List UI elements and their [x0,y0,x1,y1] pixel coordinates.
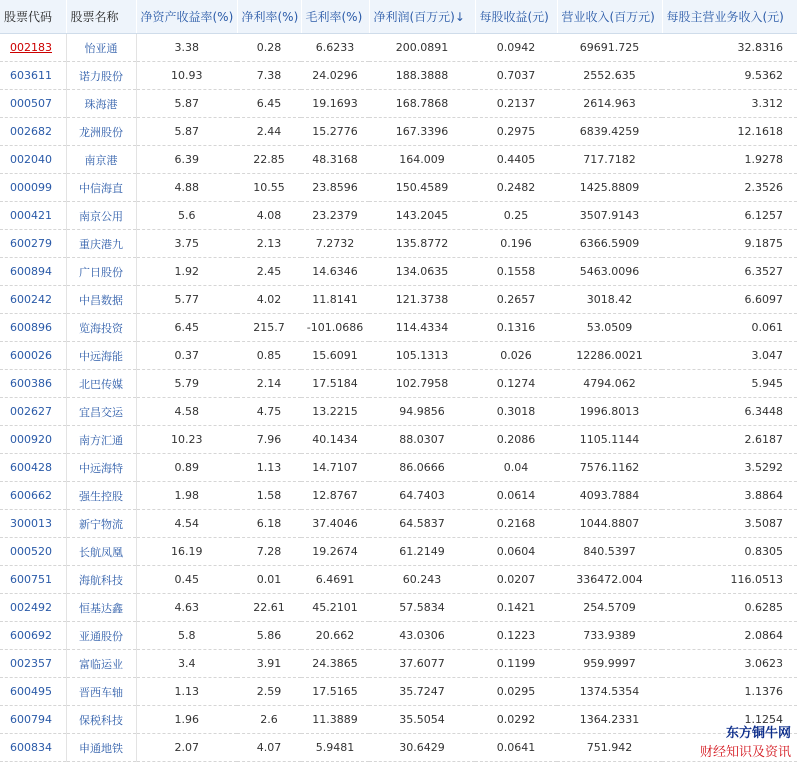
roe-cell: 1.92 [136,258,237,286]
roe-cell: 4.54 [136,510,237,538]
stock-name-link[interactable]: 怡亚通 [66,34,136,62]
table-row [0,734,797,762]
gross-margin-cell: 14.6346 [301,258,369,286]
stock-code-link[interactable]: 600242 [0,286,66,314]
eps-cell: 0.25 [475,202,557,230]
stock-code-link[interactable]: 600386 [0,370,66,398]
stock-name-link[interactable]: 长航凤凰 [66,538,136,566]
roe-cell: 6.45 [136,314,237,342]
gross-margin-cell: 19.1693 [301,90,369,118]
net-profit-cell: 30.6429 [369,734,475,762]
gross-margin-cell: 7.2732 [301,230,369,258]
stock-name-link[interactable]: 广日股份 [66,258,136,286]
net-profit-cell: 143.2045 [369,202,475,230]
eps-cell: 0.0207 [475,566,557,594]
gross-margin-cell: 17.5165 [301,678,369,706]
roe-cell: 5.87 [136,90,237,118]
revenue-cell: 751.942 [557,734,662,762]
revenue-cell: 2614.963 [557,90,662,118]
gross-margin-cell: 45.2101 [301,594,369,622]
revenue-cell: 1044.8807 [557,510,662,538]
table-header-row [0,0,797,34]
revenue-per-share-cell: 2.3526 [662,174,797,202]
gross-margin-cell: 19.2674 [301,538,369,566]
revenue-cell: 254.5709 [557,594,662,622]
eps-cell: 0.2975 [475,118,557,146]
stock-code-link[interactable]: 600662 [0,482,66,510]
watermark-line1: 东方铜牛网 [725,726,791,741]
revenue-cell: 840.5397 [557,538,662,566]
net-profit-cell: 94.9856 [369,398,475,426]
revenue-per-share-cell: 116.0513 [662,566,797,594]
revenue-per-share-cell: 6.1257 [662,202,797,230]
eps-cell: 0.2168 [475,510,557,538]
net-profit-cell: 121.3738 [369,286,475,314]
revenue-cell: 69691.725 [557,34,662,62]
table-row [0,342,797,370]
net-margin-cell: 22.85 [237,146,301,174]
stock-name-link[interactable]: 中信海直 [66,174,136,202]
roe-cell: 5.87 [136,118,237,146]
net-margin-cell: 4.08 [237,202,301,230]
net-margin-cell: 4.75 [237,398,301,426]
table-row [0,146,797,174]
roe-cell: 6.39 [136,146,237,174]
table-row [0,90,797,118]
revenue-per-share-cell: 3.8864 [662,482,797,510]
eps-cell: 0.0295 [475,678,557,706]
stock-name-link[interactable]: 新宁物流 [66,510,136,538]
table-row [0,230,797,258]
gross-margin-cell: 37.4046 [301,510,369,538]
roe-cell: 0.89 [136,454,237,482]
col-header-name[interactable]: 股票名称 [66,0,136,34]
eps-cell: 0.1274 [475,370,557,398]
revenue-per-share-cell: 0.061 [662,314,797,342]
eps-cell: 0.0292 [475,706,557,734]
stock-name-link[interactable]: 保税科技 [66,706,136,734]
revenue-per-share-cell: 0.6285 [662,594,797,622]
net-profit-cell: 102.7958 [369,370,475,398]
net-profit-cell: 43.0306 [369,622,475,650]
stock-code-link[interactable]: 600834 [0,734,66,762]
revenue-cell: 1996.8013 [557,398,662,426]
stock-name-link[interactable]: 海航科技 [66,566,136,594]
col-header-code[interactable]: 股票代码 [0,0,66,34]
table-row [0,510,797,538]
roe-cell: 1.13 [136,678,237,706]
eps-cell: 0.0604 [475,538,557,566]
table-row [0,706,797,734]
net-margin-cell: 10.55 [237,174,301,202]
net-profit-cell: 105.1313 [369,342,475,370]
stock-code-link[interactable]: 002682 [0,118,66,146]
revenue-per-share-cell: 3.0623 [662,650,797,678]
revenue-per-share-cell: 1.9278 [662,146,797,174]
stock-code-link[interactable]: 600495 [0,678,66,706]
revenue-per-share-cell: 1.1376 [662,678,797,706]
stock-code-link[interactable]: 002357 [0,650,66,678]
stock-code-link[interactable]: 000507 [0,90,66,118]
table-row [0,622,797,650]
gross-margin-cell: -101.0686 [301,314,369,342]
stock-name-link[interactable]: 龙洲股份 [66,118,136,146]
roe-cell: 1.98 [136,482,237,510]
roe-cell: 2.07 [136,734,237,762]
roe-cell: 5.6 [136,202,237,230]
revenue-cell: 1105.1144 [557,426,662,454]
gross-margin-cell: 23.2379 [301,202,369,230]
stock-name-link[interactable]: 南京港 [66,146,136,174]
revenue-per-share-cell: 5.945 [662,370,797,398]
net-margin-cell: 2.45 [237,258,301,286]
net-margin-cell: 6.18 [237,510,301,538]
stock-name-link[interactable]: 中昌数据 [66,286,136,314]
col-header-net-margin[interactable]: 净利率(%) [237,0,301,34]
stock-code-link[interactable]: 000520 [0,538,66,566]
gross-margin-cell: 11.3889 [301,706,369,734]
table-row [0,202,797,230]
stock-name-link[interactable]: 南京公用 [66,202,136,230]
watermark [700,722,791,760]
net-profit-cell: 57.5834 [369,594,475,622]
net-profit-cell: 200.0891 [369,34,475,62]
revenue-cell: 959.9997 [557,650,662,678]
revenue-cell: 7576.1162 [557,454,662,482]
stock-code-link[interactable]: 600026 [0,342,66,370]
revenue-per-share-cell: 0.8305 [662,538,797,566]
table-row [0,454,797,482]
net-margin-cell: 0.85 [237,342,301,370]
gross-margin-cell: 6.4691 [301,566,369,594]
net-margin-cell: 4.02 [237,286,301,314]
net-margin-cell: 0.01 [237,566,301,594]
roe-cell: 0.37 [136,342,237,370]
roe-cell: 5.8 [136,622,237,650]
eps-cell: 0.4405 [475,146,557,174]
col-header-gross-margin[interactable]: 毛利率(%) [301,0,369,34]
roe-cell: 1.96 [136,706,237,734]
eps-cell: 0.0641 [475,734,557,762]
roe-cell: 4.88 [136,174,237,202]
net-profit-cell: 164.009 [369,146,475,174]
gross-margin-cell: 13.2215 [301,398,369,426]
eps-cell: 0.2086 [475,426,557,454]
stock-code-link[interactable]: 002627 [0,398,66,426]
table-row [0,538,797,566]
stock-name-link[interactable]: 南方汇通 [66,426,136,454]
net-margin-cell: 2.6 [237,706,301,734]
revenue-cell: 336472.004 [557,566,662,594]
table-row [0,370,797,398]
stock-name-link[interactable]: 中远海能 [66,342,136,370]
stock-code-link[interactable]: 002040 [0,146,66,174]
net-margin-cell: 1.13 [237,454,301,482]
table-row [0,174,797,202]
stock-name-link[interactable]: 中远海特 [66,454,136,482]
stock-name-link[interactable]: 强生控股 [66,482,136,510]
table-row [0,426,797,454]
table-row [0,118,797,146]
table-row [0,566,797,594]
table-row [0,678,797,706]
net-margin-cell: 4.07 [237,734,301,762]
gross-margin-cell: 14.7107 [301,454,369,482]
stock-name-link[interactable]: 恒基达鑫 [66,594,136,622]
table-row [0,594,797,622]
eps-cell: 0.0942 [475,34,557,62]
revenue-cell: 12286.0021 [557,342,662,370]
net-margin-cell: 22.61 [237,594,301,622]
revenue-per-share-cell: 6.3527 [662,258,797,286]
roe-cell: 3.38 [136,34,237,62]
stock-code-link[interactable]: 000920 [0,426,66,454]
revenue-cell: 3507.9143 [557,202,662,230]
net-profit-cell: 37.6077 [369,650,475,678]
stock-name-link[interactable]: 申通地铁 [66,734,136,762]
eps-cell: 0.1558 [475,258,557,286]
revenue-cell: 1374.5354 [557,678,662,706]
table-row [0,258,797,286]
stock-name-link[interactable]: 览海投资 [66,314,136,342]
gross-margin-cell: 12.8767 [301,482,369,510]
stock-name-link[interactable]: 亚通股份 [66,622,136,650]
net-profit-cell: 61.2149 [369,538,475,566]
eps-cell: 0.0614 [475,482,557,510]
revenue-per-share-cell: 2.0864 [662,622,797,650]
stock-code-link[interactable]: 600692 [0,622,66,650]
revenue-cell: 733.9389 [557,622,662,650]
stock-code-link[interactable]: 600894 [0,258,66,286]
net-margin-cell: 7.38 [237,62,301,90]
revenue-cell: 1364.2331 [557,706,662,734]
roe-cell: 16.19 [136,538,237,566]
net-profit-cell: 168.7868 [369,90,475,118]
net-profit-cell: 64.5837 [369,510,475,538]
gross-margin-cell: 5.9481 [301,734,369,762]
revenue-cell: 717.7182 [557,146,662,174]
gross-margin-cell: 17.5184 [301,370,369,398]
revenue-per-share-cell: 9.1875 [662,230,797,258]
stock-code-link[interactable]: 603611 [0,62,66,90]
stock-name-link[interactable]: 珠海港 [66,90,136,118]
gross-margin-cell: 11.8141 [301,286,369,314]
revenue-per-share-cell: 6.6097 [662,286,797,314]
table-row [0,398,797,426]
col-header-revenue[interactable]: 营业收入(百万元) [557,0,662,34]
revenue-cell: 53.0509 [557,314,662,342]
net-profit-cell: 135.8772 [369,230,475,258]
net-margin-cell: 215.7 [237,314,301,342]
net-profit-cell: 35.7247 [369,678,475,706]
revenue-per-share-cell: 3.047 [662,342,797,370]
stock-code-link[interactable]: 600428 [0,454,66,482]
eps-cell: 0.1199 [475,650,557,678]
sort-desc-icon: ↓ [454,10,465,24]
eps-cell: 0.1316 [475,314,557,342]
eps-cell: 0.3018 [475,398,557,426]
revenue-per-share-cell: 3.312 [662,90,797,118]
eps-cell: 0.1421 [475,594,557,622]
table-row [0,314,797,342]
net-margin-cell: 5.86 [237,622,301,650]
revenue-per-share-cell: 32.8316 [662,34,797,62]
stock-code-link[interactable]: 000421 [0,202,66,230]
eps-cell: 0.04 [475,454,557,482]
net-margin-cell: 2.13 [237,230,301,258]
stock-name-link[interactable]: 富临运业 [66,650,136,678]
table-row [0,62,797,90]
table-row [0,34,797,62]
gross-margin-cell: 24.0296 [301,62,369,90]
gross-margin-cell: 6.6233 [301,34,369,62]
revenue-cell: 5463.0096 [557,258,662,286]
stock-name-link[interactable]: 重庆港九 [66,230,136,258]
net-margin-cell: 3.91 [237,650,301,678]
col-header-roe[interactable]: 净资产收益率(%) [136,0,237,34]
revenue-per-share-cell: 2.6187 [662,426,797,454]
roe-cell: 4.63 [136,594,237,622]
table-row [0,482,797,510]
net-margin-cell: 2.44 [237,118,301,146]
stock-name-link[interactable]: 晋西车轴 [66,678,136,706]
gross-margin-cell: 15.6091 [301,342,369,370]
revenue-per-share-cell: 9.5362 [662,62,797,90]
stock-code-link[interactable]: 600896 [0,314,66,342]
net-profit-cell: 88.0307 [369,426,475,454]
net-profit-cell: 86.0666 [369,454,475,482]
gross-margin-cell: 20.662 [301,622,369,650]
eps-cell: 0.7037 [475,62,557,90]
table-body [0,34,797,762]
gross-margin-cell: 23.8596 [301,174,369,202]
eps-cell: 0.026 [475,342,557,370]
net-margin-cell: 2.14 [237,370,301,398]
roe-cell: 5.77 [136,286,237,314]
stock-code-link[interactable]: 002492 [0,594,66,622]
gross-margin-cell: 24.3865 [301,650,369,678]
col-header-net-profit[interactable] [369,0,475,34]
stock-code-link[interactable]: 000099 [0,174,66,202]
eps-cell: 0.2137 [475,90,557,118]
revenue-cell: 6839.4259 [557,118,662,146]
table-row [0,650,797,678]
revenue-cell: 6366.5909 [557,230,662,258]
net-profit-cell: 134.0635 [369,258,475,286]
stock-name-link[interactable]: 诺力股份 [66,62,136,90]
roe-cell: 5.79 [136,370,237,398]
net-profit-cell: 60.243 [369,566,475,594]
stock-code-link[interactable]: 002183 [0,34,66,62]
net-profit-cell: 35.5054 [369,706,475,734]
gross-margin-cell: 48.3168 [301,146,369,174]
stock-code-link[interactable]: 600279 [0,230,66,258]
net-profit-cell: 188.3888 [369,62,475,90]
net-profit-cell: 64.7403 [369,482,475,510]
net-margin-cell: 7.28 [237,538,301,566]
roe-cell: 0.45 [136,566,237,594]
stock-name-link[interactable]: 宜昌交运 [66,398,136,426]
col-header-eps[interactable]: 每股收益(元) [475,0,557,34]
revenue-per-share-cell: 3.5087 [662,510,797,538]
revenue-cell: 3018.42 [557,286,662,314]
net-profit-cell: 150.4589 [369,174,475,202]
revenue-per-share-cell: 12.1618 [662,118,797,146]
net-margin-cell: 2.59 [237,678,301,706]
roe-cell: 4.58 [136,398,237,426]
net-margin-cell: 1.58 [237,482,301,510]
gross-margin-cell: 40.1434 [301,426,369,454]
revenue-cell: 4794.062 [557,370,662,398]
stock-name-link[interactable]: 北巴传媒 [66,370,136,398]
net-margin-cell: 0.28 [237,34,301,62]
net-profit-cell: 167.3396 [369,118,475,146]
revenue-per-share-cell: 1.1254 [662,706,797,734]
eps-cell: 0.2657 [475,286,557,314]
roe-cell: 10.93 [136,62,237,90]
revenue-cell: 1425.8809 [557,174,662,202]
roe-cell: 3.75 [136,230,237,258]
revenue-cell: 2552.635 [557,62,662,90]
revenue-per-share-cell: 6.3448 [662,398,797,426]
stock-code-link[interactable]: 600751 [0,566,66,594]
stock-code-link[interactable]: 300013 [0,510,66,538]
revenue-cell: 4093.7884 [557,482,662,510]
net-margin-cell: 6.45 [237,90,301,118]
roe-cell: 3.4 [136,650,237,678]
watermark-line2: 财经知识及资讯 [699,745,791,760]
gross-margin-cell: 15.2776 [301,118,369,146]
eps-cell: 0.2482 [475,174,557,202]
net-profit-cell: 114.4334 [369,314,475,342]
roe-cell: 10.23 [136,426,237,454]
table-row [0,286,797,314]
eps-cell: 0.196 [475,230,557,258]
col-header-revenue-per-share[interactable]: 每股主营业务收入(元) [662,0,797,34]
revenue-per-share-cell: 3.5292 [662,454,797,482]
stock-code-link[interactable]: 600794 [0,706,66,734]
eps-cell: 0.1223 [475,622,557,650]
net-margin-cell: 7.96 [237,426,301,454]
col-header-net-profit-label: 净利润(百万元) [373,10,455,24]
